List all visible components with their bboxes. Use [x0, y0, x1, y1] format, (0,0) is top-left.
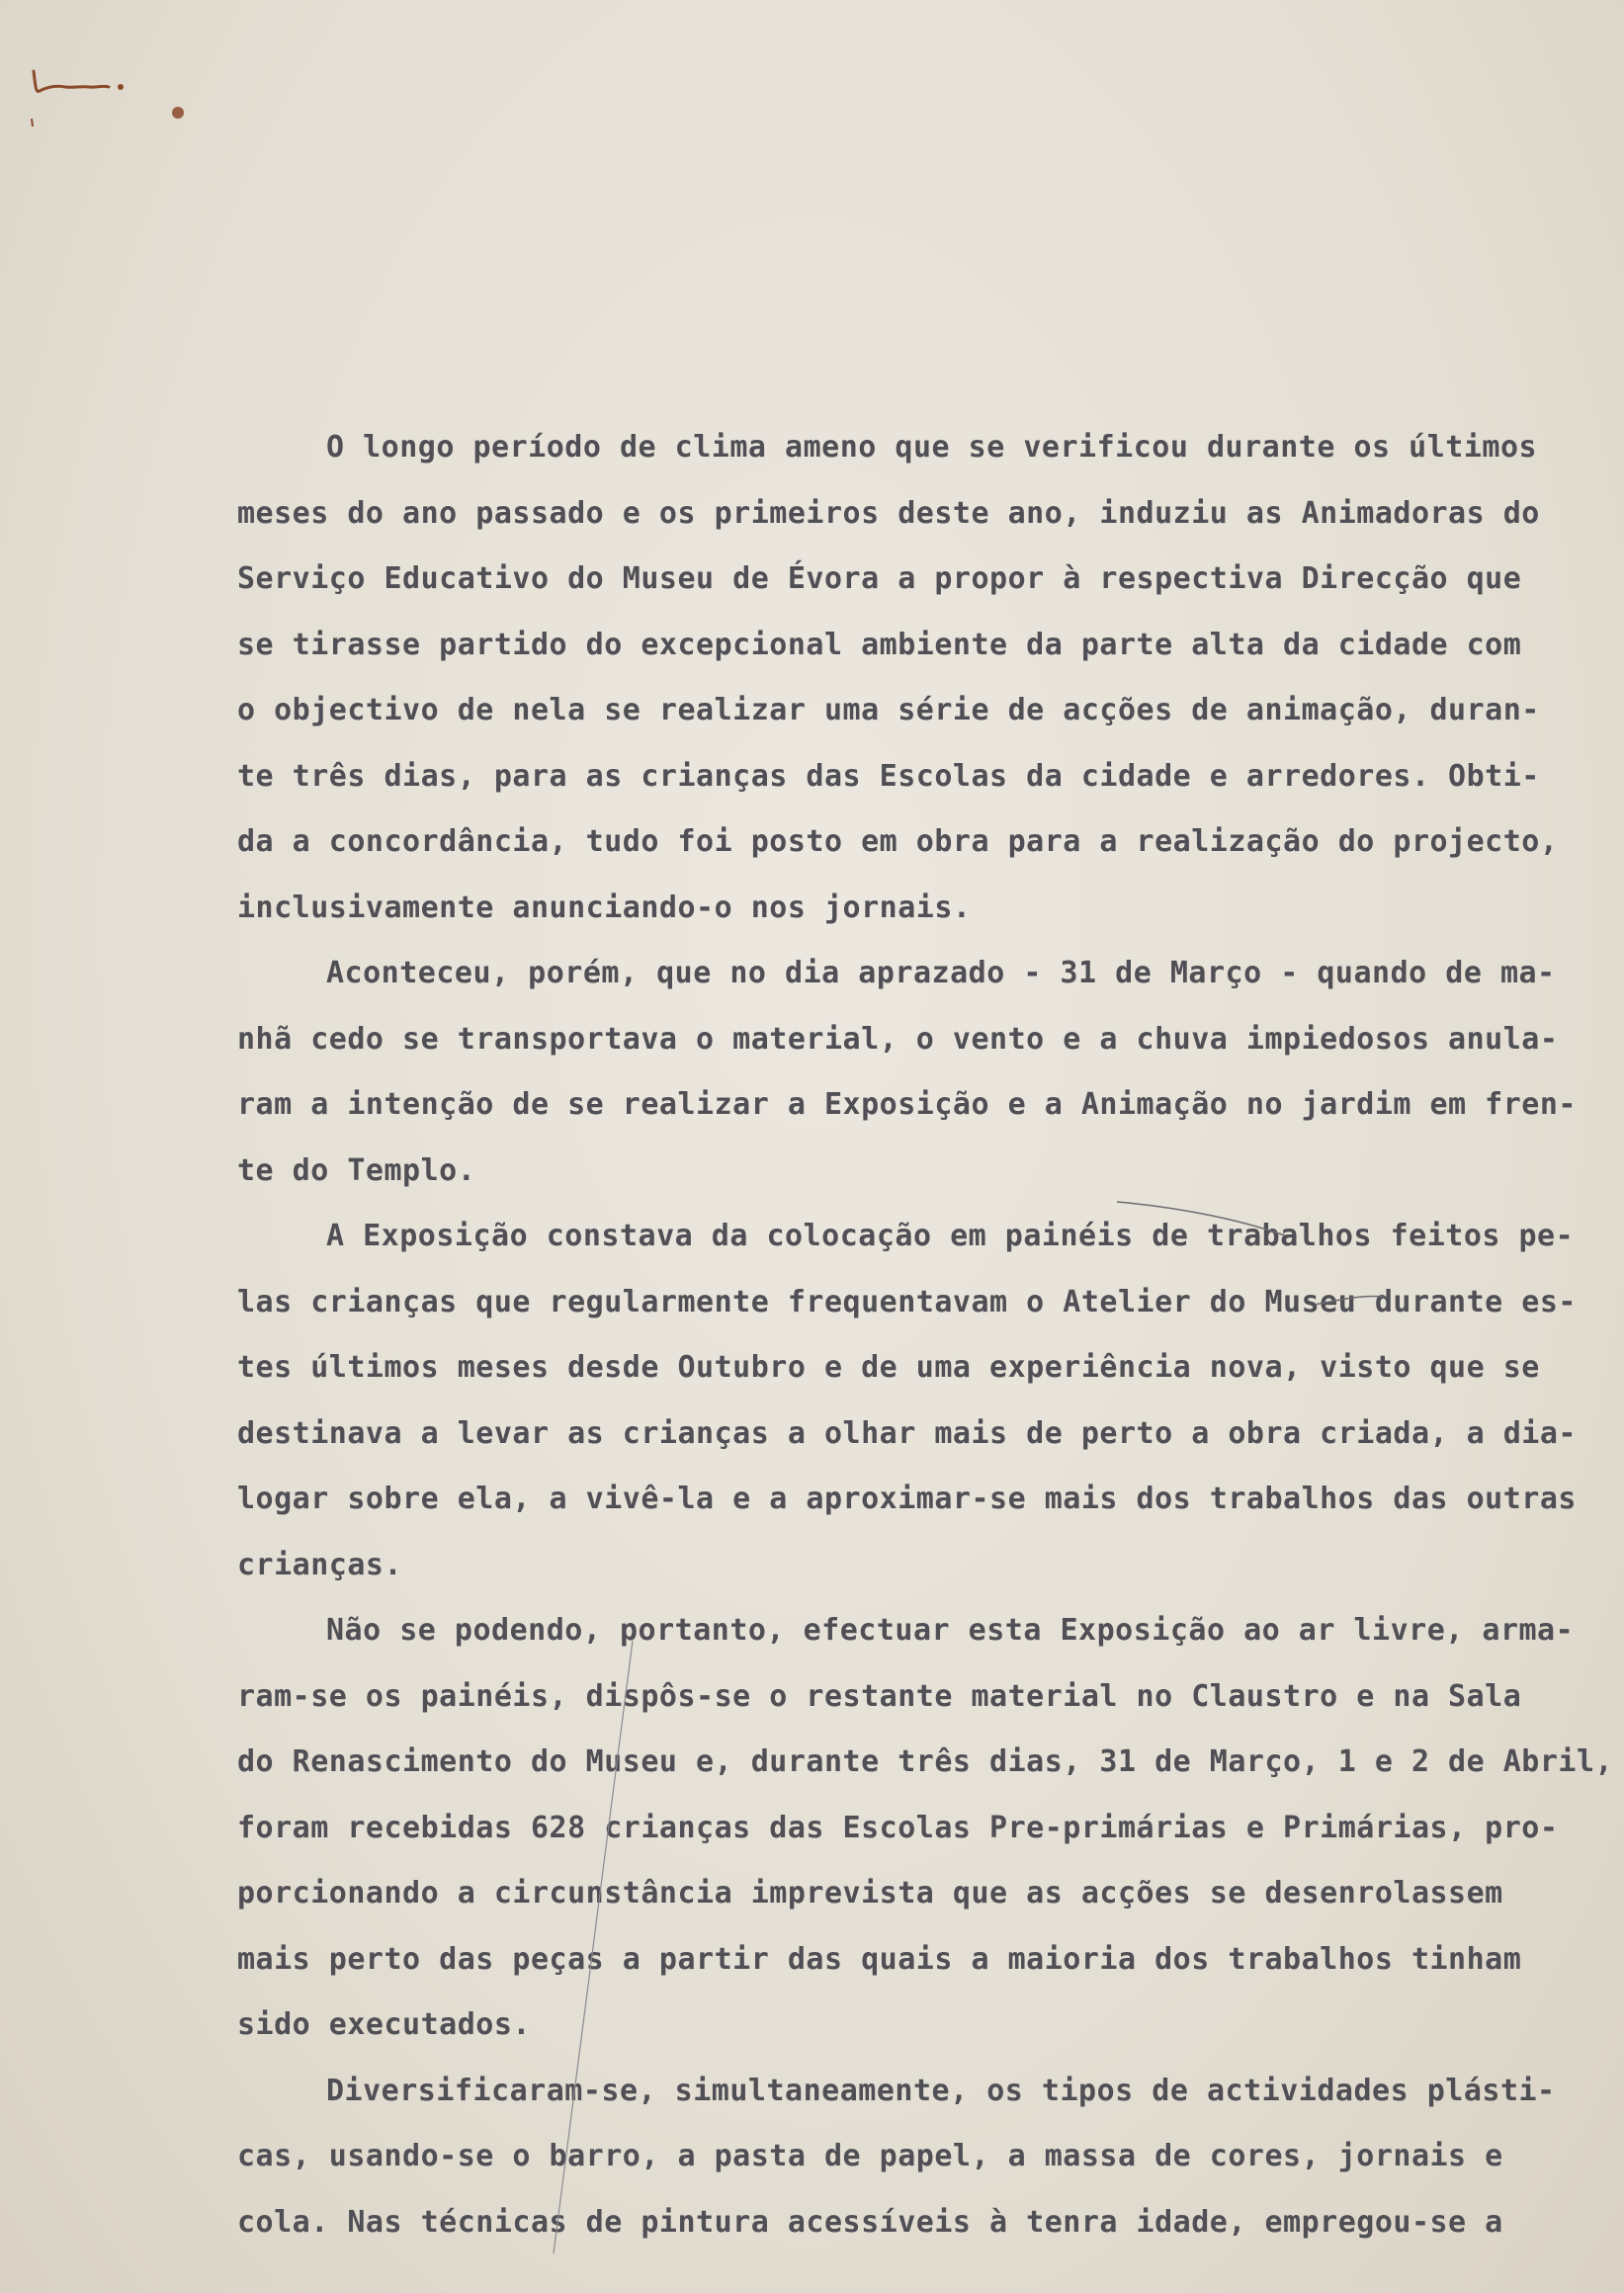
text-line: o objectivo de nela se realizar uma série de acções de animação, duran-	[237, 693, 1540, 727]
text-line: crianças.	[237, 1547, 403, 1582]
text-line: Diversificaram-se, simultaneamente, os tipos de actividades plásti-	[326, 2073, 1556, 2108]
text-line: destinava a levar as crianças a olhar mais de perto a obra criada, a dia-	[237, 1415, 1577, 1451]
text-line: cola. Nas técnicas de pintura acessíveis à tenra idade, empregou-se a	[237, 2204, 1503, 2240]
text-line: te do Templo.	[237, 1152, 476, 1188]
text-line: inclusivamente anunciando-o nos jornais.	[237, 890, 972, 925]
text-line: cas, usando-se o barro, a pasta de papel, a massa de cores, jornais e	[237, 2139, 1503, 2173]
text-line: tes últimos meses desde Outubro e de uma experiência nova, visto que se	[237, 1350, 1540, 1385]
text-line: se tirasse partido do excepcional ambiente da parte alta da cidade com	[237, 627, 1522, 662]
ink-spot-icon	[168, 103, 188, 123]
handwritten-corner-mark	[26, 57, 134, 127]
text-line: meses do ano passado e os primeiros deste ano, induziu as Animadoras do	[237, 495, 1540, 531]
text-line: Serviço Educativo do Museu de Évora a propor à respectiva Direcção que	[237, 561, 1522, 596]
text-line: porcionando a circunstância imprevista que as acções se desenrolassem	[237, 1876, 1503, 1911]
typed-body-text	[237, 415, 1614, 2255]
text-line: do Renascimento do Museu e, durante três dias, 31 de Março, 1 e 2 de Abril,	[237, 1744, 1614, 1779]
text-line: ram a intenção de se realizar a Exposição e a Animação no jardim em fren-	[237, 1087, 1577, 1122]
text-line: O longo período de clima ameno que se verificou durante os últimos	[326, 430, 1538, 465]
text-line: Aconteceu, porém, que no dia aprazado - 31 de Março - quando de ma-	[326, 956, 1556, 990]
text-line: las crianças que regularmente frequentavam o Atelier do Museu durante es-	[237, 1284, 1577, 1319]
text-line: nhã cedo se transportava o material, o vento e a chuva impiedosos anula-	[237, 1021, 1559, 1057]
text-line: Não se podendo, portanto, efectuar esta Exposição ao ar livre, arma-	[326, 1613, 1575, 1648]
text-line: mais perto das peças a partir das quais a maioria dos trabalhos tinham	[237, 1941, 1522, 1977]
text-line: A Exposição constava da colocação em painéis de trabalhos feitos pe-	[326, 1219, 1575, 1253]
text-line: sido executados.	[237, 2007, 531, 2042]
text-line: foram recebidas 628 crianças das Escolas Pre-primárias e Primárias, pro-	[237, 1810, 1559, 1845]
text-line: ram-se os painéis, dispôs-se o restante material no Claustro e na Sala	[237, 1678, 1522, 1714]
text-line: da a concordância, tudo foi posto em obra para a realização do projecto,	[237, 824, 1559, 859]
text-line: logar sobre ela, a vivê-la e a aproximar-se mais dos trabalhos das outras	[237, 1482, 1577, 1516]
text-line: te três dias, para as crianças das Escolas da cidade e arredores. Obti-	[237, 758, 1540, 794]
